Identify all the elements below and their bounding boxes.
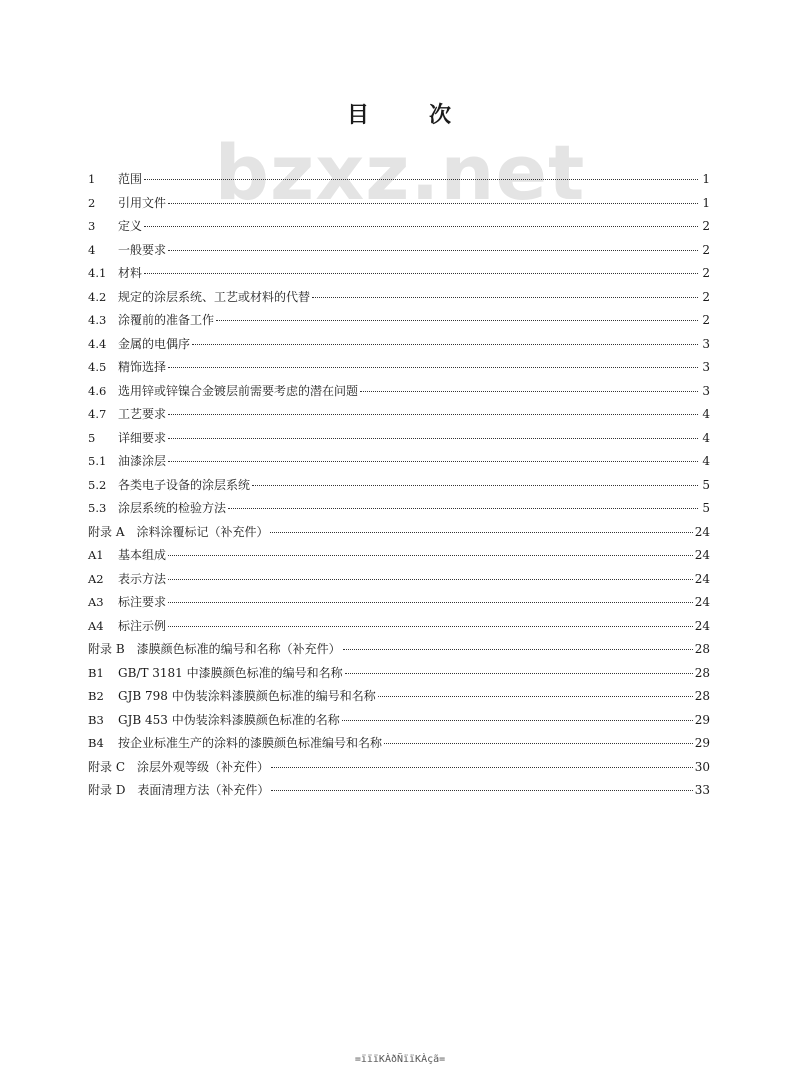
- toc-entry-number: 5: [88, 430, 96, 445]
- toc-entry[interactable]: [88, 781, 710, 805]
- toc-entry-label: GB/T 3181 中漆膜颜色标准的编号和名称: [118, 665, 343, 680]
- toc-dot-leader: [228, 508, 698, 509]
- toc-entry[interactable]: [88, 452, 710, 476]
- toc-entry-page-number: 1: [702, 195, 710, 210]
- toc-entry-label: 范围: [118, 172, 143, 186]
- toc-entry-page-number: 33: [694, 783, 710, 797]
- page-title-left: 目: [346, 103, 371, 128]
- toc-dot-leader: [345, 673, 693, 674]
- toc-entry-number: A4: [88, 618, 104, 633]
- toc-entry-label: 选用锌或锌镍合金镀层前需要考虑的潜在问题: [118, 383, 359, 398]
- toc-entry[interactable]: [88, 405, 710, 429]
- toc-entry[interactable]: [88, 640, 710, 664]
- page-title: [0, 98, 800, 129]
- toc-entry[interactable]: [88, 758, 710, 782]
- toc-dot-leader: [343, 649, 693, 650]
- toc-entry[interactable]: [88, 194, 710, 218]
- toc-entry-label: 附录 D 表面清理方法（补充件）: [88, 783, 270, 797]
- toc-entry-page-number: 24: [694, 571, 710, 586]
- toc-dot-leader: [252, 485, 698, 486]
- toc-dot-leader: [270, 532, 692, 533]
- page-title-right: 次: [429, 103, 454, 128]
- toc-dot-leader: [360, 391, 698, 392]
- toc-entry-page-number: 30: [694, 759, 710, 774]
- toc-entry[interactable]: [88, 311, 710, 335]
- toc-entry[interactable]: [88, 288, 710, 312]
- toc-entry-label: GJB 798 中伪装涂料漆膜颜色标准的编号和名称: [118, 689, 376, 703]
- toc-dot-leader: [271, 790, 692, 791]
- toc-entry[interactable]: [88, 570, 710, 594]
- toc-entry[interactable]: [88, 593, 710, 617]
- toc-dot-leader: [312, 297, 698, 298]
- toc-entry[interactable]: [88, 358, 710, 382]
- toc-entry[interactable]: [88, 711, 710, 735]
- toc-entry[interactable]: [88, 546, 710, 570]
- toc-dot-leader: [144, 179, 698, 180]
- toc-entry-page-number: 3: [702, 336, 710, 351]
- toc-entry-label: 表示方法: [118, 571, 167, 586]
- toc-entry-label: 一般要求: [118, 242, 167, 257]
- toc-entry-number: 4.2: [88, 289, 107, 304]
- toc-entry[interactable]: [88, 429, 710, 453]
- toc-dot-leader: [216, 320, 698, 321]
- toc-entry-page-number: 29: [694, 712, 710, 727]
- toc-dot-leader: [168, 438, 698, 439]
- toc-dot-leader: [168, 250, 698, 251]
- toc-entry[interactable]: [88, 335, 710, 359]
- toc-entry-label: 油漆涂层: [118, 454, 167, 468]
- toc-dot-leader: [271, 767, 693, 768]
- toc-entry-label: 引用文件: [118, 195, 167, 210]
- toc-dot-leader: [192, 344, 698, 345]
- toc-entry-label: 附录 B 漆膜颜色标准的编号和名称（补充件）: [88, 642, 341, 656]
- toc-entry-label: 材料: [118, 266, 143, 280]
- toc-entry-page-number: 24: [694, 524, 710, 539]
- toc-entry[interactable]: [88, 687, 710, 711]
- toc-dot-leader: [168, 414, 698, 415]
- toc-entry-label: 基本组成: [118, 548, 167, 562]
- toc-entry[interactable]: [88, 382, 710, 406]
- toc-entry-label: 各类电子设备的涂层系统: [118, 477, 251, 492]
- toc-entry-page-number: 28: [694, 665, 710, 680]
- toc-entry-page-number: 2: [702, 219, 710, 233]
- toc-entry-page-number: 2: [702, 313, 710, 327]
- toc-entry-page-number: 24: [694, 595, 710, 609]
- toc-entry-label: 规定的涂层系统、工艺或材料的代替: [118, 289, 311, 304]
- toc-entry-page-number: 4: [702, 430, 710, 445]
- toc-entry-page-number: 3: [702, 360, 710, 374]
- toc-entry-number: 5.3: [88, 501, 107, 515]
- toc-entry-page-number: 2: [702, 242, 710, 257]
- toc-entry-page-number: 29: [694, 736, 710, 750]
- toc-entry-number: 4.5: [88, 360, 107, 374]
- toc-entry-page-number: 5: [702, 501, 710, 515]
- toc-dot-leader: [144, 273, 698, 274]
- toc-dot-leader: [168, 461, 698, 462]
- toc-entry-label: 涂层系统的检验方法: [118, 501, 227, 515]
- toc-entry-label: 附录 C 涂层外观等级（补充件）: [88, 759, 269, 774]
- toc-entry[interactable]: [88, 523, 710, 547]
- toc-entry-label: GJB 453 中伪装涂料漆膜颜色标准的名称: [118, 712, 340, 727]
- toc-dot-leader: [168, 367, 698, 368]
- toc-entry-page-number: 1: [702, 172, 710, 186]
- toc-entry[interactable]: [88, 241, 710, 265]
- toc-entry-number: B1: [88, 665, 104, 680]
- toc-entry-page-number: 24: [694, 548, 710, 562]
- toc-entry-page-number: 28: [694, 689, 710, 703]
- table-of-contents: [88, 170, 710, 805]
- toc-entry[interactable]: [88, 264, 710, 288]
- toc-dot-leader: [168, 626, 693, 627]
- toc-dot-leader: [168, 555, 693, 556]
- toc-entry-label: 涂覆前的准备工作: [118, 313, 215, 327]
- toc-dot-leader: [144, 226, 698, 227]
- toc-entry-label: 详细要求: [118, 430, 167, 445]
- toc-entry-number: A1: [88, 548, 104, 562]
- toc-entry[interactable]: [88, 617, 710, 641]
- toc-entry-number: 4.6: [88, 383, 107, 398]
- toc-entry-page-number: 2: [702, 289, 710, 304]
- toc-dot-leader: [168, 579, 693, 580]
- toc-entry-page-number: 4: [702, 454, 710, 468]
- toc-entry-label: 精饰选择: [118, 360, 167, 374]
- toc-dot-leader: [342, 720, 693, 721]
- toc-entry-page-number: 5: [702, 477, 710, 492]
- toc-entry-number: 4.7: [88, 407, 107, 421]
- page-footer: =ïïïKÀðÑïïKÀçã=: [354, 1054, 446, 1065]
- watermark: bzxz.net: [214, 128, 586, 217]
- toc-entry[interactable]: [88, 170, 710, 194]
- toc-entry-label: 标注要求: [118, 595, 167, 609]
- toc-entry-label: 定义: [118, 219, 143, 233]
- toc-entry-page-number: 4: [702, 407, 710, 421]
- toc-entry-number: 4.4: [88, 336, 107, 351]
- toc-entry-number: 1: [88, 172, 96, 186]
- toc-entry-label: 工艺要求: [118, 407, 167, 421]
- toc-dot-leader: [378, 696, 693, 697]
- toc-entry[interactable]: [88, 664, 710, 688]
- toc-entry-number: B2: [88, 689, 104, 703]
- toc-entry-number: 5.2: [88, 477, 107, 492]
- toc-entry-label: 按企业标准生产的涂料的漆膜颜色标准编号和名称: [118, 736, 383, 750]
- toc-entry-number: B4: [88, 736, 104, 750]
- toc-entry-number: A2: [88, 571, 104, 586]
- toc-dot-leader: [168, 203, 698, 204]
- toc-entry-label: 标注示例: [118, 618, 167, 633]
- toc-entry-page-number: 3: [702, 383, 710, 398]
- toc-entry-label: 附录 A 涂料涂覆标记（补充件）: [88, 524, 269, 539]
- toc-dot-leader: [384, 743, 693, 744]
- toc-entry[interactable]: [88, 217, 710, 241]
- toc-entry[interactable]: [88, 476, 710, 500]
- toc-entry[interactable]: [88, 499, 710, 523]
- toc-entry-number: 5.1: [88, 454, 107, 468]
- toc-dot-leader: [168, 602, 693, 603]
- toc-entry-label: 金属的电偶序: [118, 336, 191, 351]
- toc-entry-number: B3: [88, 712, 104, 727]
- toc-entry-page-number: 24: [694, 618, 710, 633]
- toc-entry-number: 4: [88, 242, 96, 257]
- toc-entry-number: 4.3: [88, 313, 107, 327]
- toc-entry-page-number: 2: [702, 266, 710, 280]
- toc-entry-number: 3: [88, 219, 96, 233]
- toc-entry-number: 2: [88, 195, 96, 210]
- toc-entry-page-number: 28: [694, 642, 710, 656]
- toc-entry-number: A3: [88, 595, 104, 609]
- toc-entry-number: 4.1: [88, 266, 107, 280]
- toc-entry[interactable]: [88, 734, 710, 758]
